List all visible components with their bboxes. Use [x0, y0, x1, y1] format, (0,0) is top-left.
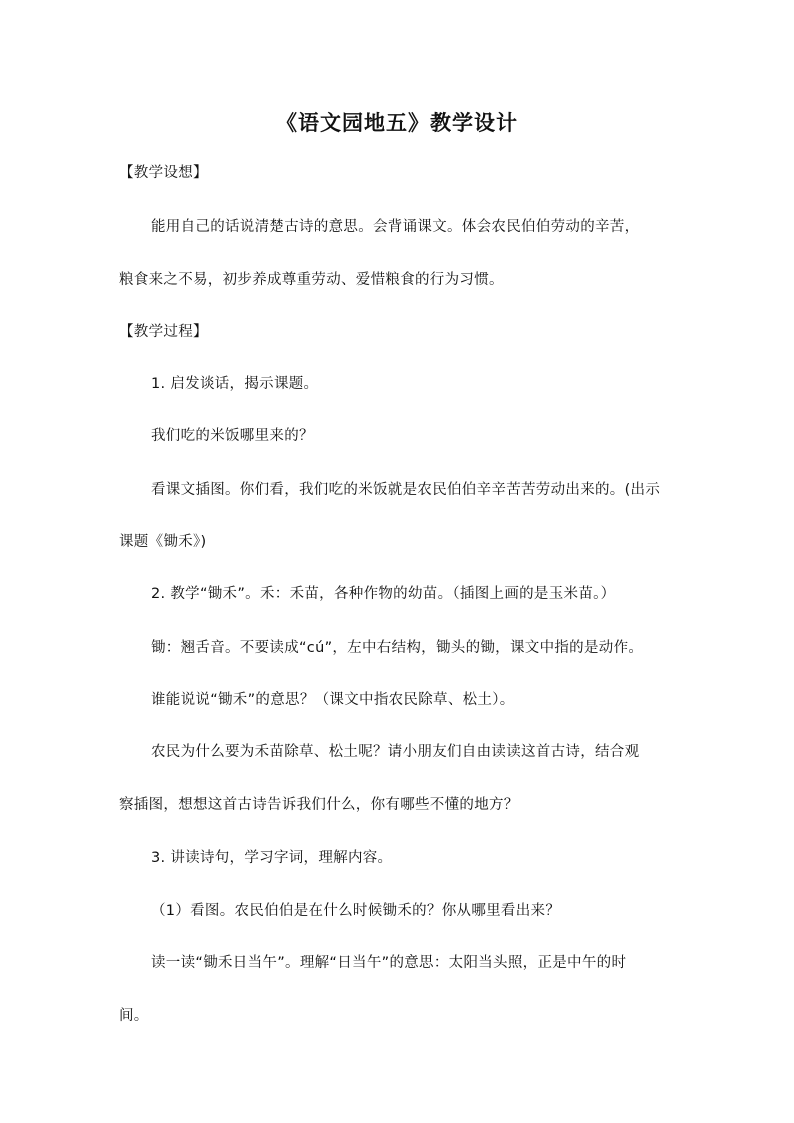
paragraph-line: 粮食来之不易，初步养成尊重劳动、爱惜粮食的行为习惯。 — [119, 272, 504, 288]
section-heading-idea: 【教学设想】 — [119, 165, 208, 181]
paragraph-line: 锄：翘舌音。不要读成“cú”，左中右结构，锄头的锄，课文中指的是动作。 — [151, 640, 644, 656]
step-heading: 2. 教学“锄禾”。禾：禾苗，各种作物的幼苗。（插图上画的是玉米苗。） — [151, 586, 616, 602]
paragraph-line: （1）看图。农民伯伯是在什么时候锄禾的？你从哪里看出来？ — [151, 903, 561, 919]
paragraph-line: 我们吃的米饭哪里来的？ — [151, 428, 314, 444]
step-heading: 3. 讲读诗句，学习字词，理解内容。 — [151, 850, 393, 866]
paragraph-line: 间。 — [119, 1008, 149, 1024]
step-heading: 1. 启发谈话，揭示课题。 — [151, 376, 319, 392]
paragraph-line: 谁能说说“锄禾”的意思？（课文中指农民除草、松土）。 — [151, 692, 515, 708]
paragraph-line: 察插图，想想这首古诗告诉我们什么，你有哪些不懂的地方？ — [119, 797, 519, 813]
paragraph-line: 看课文插图。你们看，我们吃的米饭就是农民伯伯辛辛苦苦劳动出来的。(出示 — [151, 482, 661, 498]
paragraph-line: 读一读“锄禾日当午”。理解“日当午”的意思：太阳当头照，正是中午的时 — [151, 955, 627, 971]
document-title: 《语文园地五》教学设计 — [276, 110, 518, 135]
paragraph-line: 课题《锄禾》) — [119, 534, 207, 550]
paragraph-line: 农民为什么要为禾苗除草、松土呢？请小朋友们自由读读这首古诗，结合观 — [151, 744, 640, 760]
paragraph-line: 能用自己的话说清楚古诗的意思。会背诵课文。体会农民伯伯劳动的辛苦， — [151, 219, 640, 235]
section-heading-process: 【教学过程】 — [119, 324, 208, 340]
